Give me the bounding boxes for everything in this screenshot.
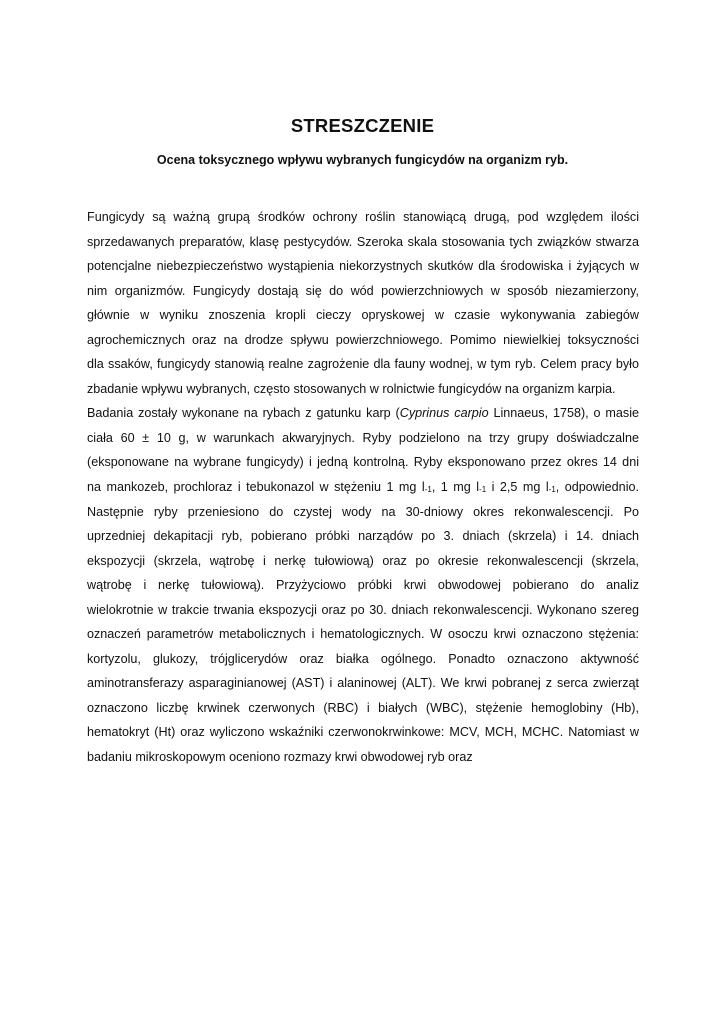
text-line: aminotransferazy asparaginianowej (AST) i alaninowej (ALT). We krwi pobranej z serca zwierząt [87, 676, 639, 691]
text-line: potencjalne niebezpieczeństwo wystąpienia niekorzystnych skutków dla środowiska i żyjących w [87, 259, 639, 274]
text-line: ciała 60 ± 10 g, w warunkach akwaryjnych. Ryby podzielono na trzy grupy doświadczalne [87, 430, 639, 445]
text-line: ekspozycji (skrzela, wątrobę i nerkę tułowiową) oraz po okresie rekonwalescencji (skrzela, [87, 553, 639, 568]
text-line: dla ssaków, fungicydy stanowią realne zagrożenie dla fauny wodnej, w tym ryb. Celem pracy było [87, 357, 639, 372]
text-line: agrochemicznych oraz na drodze spływu powierzchniowego. Pomimo niewielkiej toksyczności [87, 332, 639, 347]
text-line: oznaczeń parametrów metabolicznych i hematologicznych. W osoczu krwi oznaczono stężenia: [87, 627, 639, 642]
document-subtitle: Ocena toksycznego wpływu wybranych fungicydów na organizm ryb. [156, 153, 569, 167]
text-line: na mankozeb, prochloraz i tebukonazol w stężeniu 1 mg $l_{-1}$, 1 mg $l_{-1}$ i 2,5 mg $l_{-1}$, odpowiednio. [87, 480, 639, 495]
text-line: (eksponowane na wybrane fungicydy) i jedną kontrolną. Ryby eksponowano przez okres 14 dni [87, 455, 639, 470]
text-line: Następnie ryby przeniesiono do czystej wody na 30-dniowy okres rekonwalescencji. Po [87, 504, 639, 519]
text-line: badaniu mikroskopowym oceniono rozmazy krwi obwodowej ryb oraz [87, 750, 473, 765]
text-line: kortyzolu, glukozy, trójglicerydów oraz białka ogólnego. Ponadto oznaczono aktywność [87, 651, 639, 666]
text-line: sprzedawanych preparatów, klasę pestycydów. Szeroka skala stosowania tych związków stwarza [87, 234, 639, 249]
abstract-body [87, 205, 639, 770]
text-line: wątrobę i nerkę tułowiową). Przyżyciowo próbki krwi obwodowej pobierano do analiz [87, 578, 639, 593]
text-line: uprzedniej dekapitacji ryb, pobierano próbki narządów po 3. dniach (skrzela) i 14. dniach [87, 529, 639, 544]
text-line: Fungicydy są ważną grupą środków ochrony roślin stanowiącą drugą, pod względem ilości [87, 210, 639, 224]
text-line: Badania zostały wykonane na rybach z gatunku karp (Cyprinus carpio Linnaeus, 1758), o masie [87, 406, 639, 421]
document-title: STRESZCZENIE [290, 115, 435, 136]
text-line: wielokrotnie w trakcie trwania ekspozycji oraz po 30. dniach rekonwalescencji. Wykonano szereg [87, 602, 639, 617]
text-line: oznaczono liczbę krwinek czerwonych (RBC) i białych (WBC), stężenie hemoglobiny (Hb), [87, 700, 639, 715]
text-line: zbadanie wpływu wybranych, często stosowanych w rolnictwie fungicydów na organizm karpia. [87, 381, 616, 396]
text-line: głównie w wyniku znoszenia kropli cieczy opryskowej w czasie wykonywania zabiegów [87, 308, 639, 323]
text-line: hematokryt (Ht) oraz wyliczono wskaźniki czerwonokrwinkowe: MCV, MCH, MCHC. Natomiast w [87, 725, 639, 740]
text-line: nim organizmów. Fungicydy dostają się do wód powierzchniowych w sposób niezamierzony, [87, 283, 639, 298]
